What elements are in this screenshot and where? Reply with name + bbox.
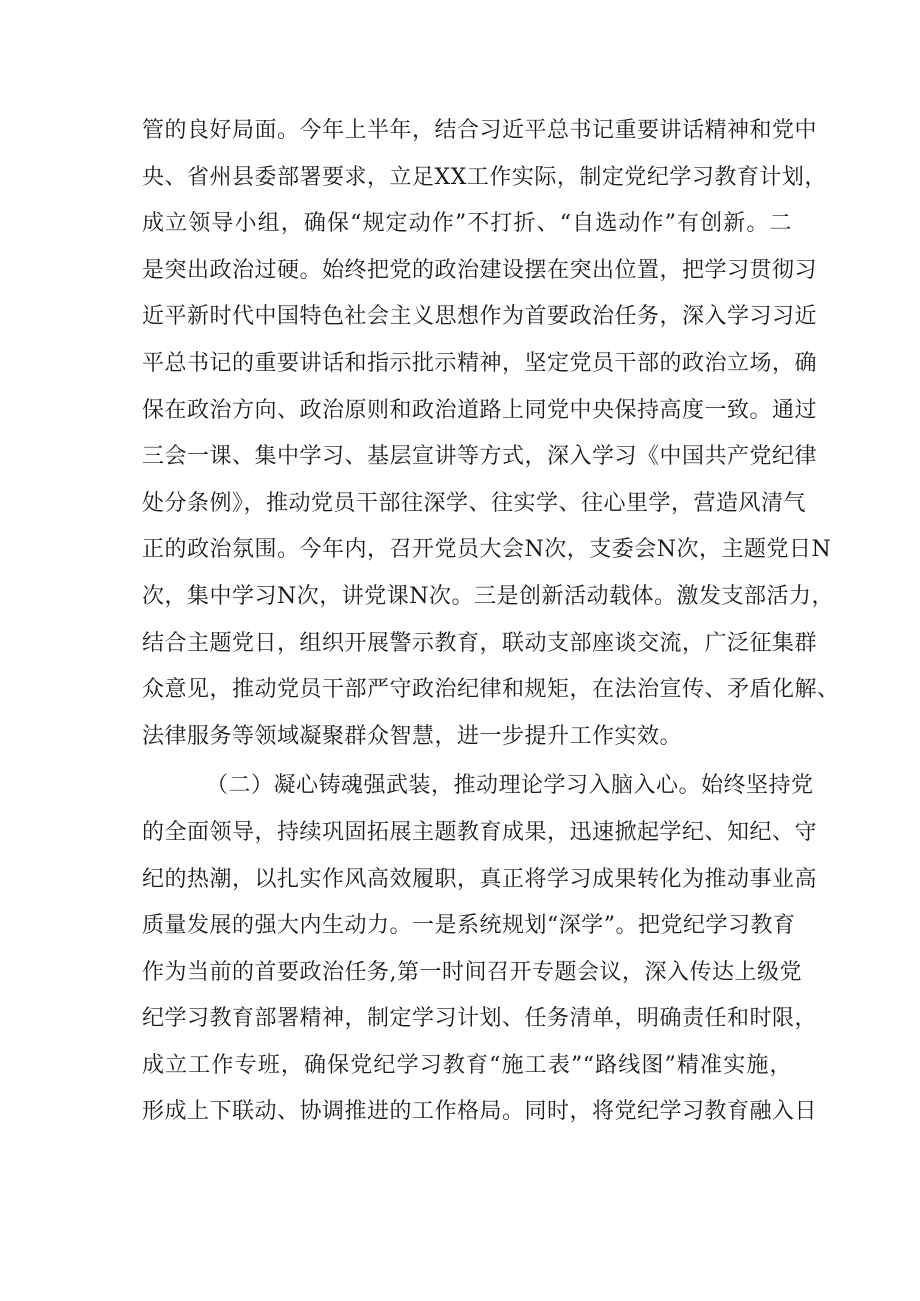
section-heading-line: （二）凝心铸魂强武装，推动理论学习入脑入心。始终坚持党 xyxy=(206,773,814,799)
text-line: 管的良好局面。今年上半年，结合习近平总书记重要讲话精神和党中 xyxy=(142,118,818,143)
text-line: 形成上下联动、协调推进的工作格局。同时，将党纪学习教育融入日 xyxy=(142,1099,818,1125)
text-line: 纪学习教育部署精神，制定学习计划、任务清单，明确责任和时限， xyxy=(142,1006,818,1032)
text-line: 平总书记的重要讲话和指示批示精神，坚定党员干部的政治立场，确 xyxy=(142,350,818,376)
text-line: 保在政治方向、政治原则和政治道路上同党中央保持高度一致。通过 xyxy=(142,397,818,423)
text-line: 众意见，推动党员干部严守政治纪律和规矩，在法治宣传、矛盾化解、 xyxy=(142,677,840,703)
text-line: 次，集中学习N次，讲党课N次。三是创新活动载体。激发支部活力， xyxy=(142,583,835,609)
text-line: 质量发展的强大内生动力。一是系统规划“深学”。把党纪学习教育 xyxy=(142,913,796,939)
text-line: 正的政治氛围。今年内，召开党员大会N次，支委会N次，主题党日N xyxy=(142,537,832,563)
text-line: 处分条例》，推动党员干部往深学、往实学、往心里学，营造风清气 xyxy=(142,490,807,516)
text-line: 近平新时代中国特色社会主义思想作为首要政治任务，深入学习习近 xyxy=(142,304,818,330)
paragraph-1 xyxy=(142,108,840,760)
text-line: 三会一课、集中学习、基层宣讲等方式，深入学习《中国共产党纪律 xyxy=(142,444,818,470)
text-line: 央、省州县委部署要求，立足XX工作实际，制定党纪学习教育计划， xyxy=(142,164,827,190)
text-line: 作为当前的首要政治任务,第一时间召开专题会议，深入传达上级党 xyxy=(142,959,802,985)
text-line: 成立领导小组，确保“规定动作”不打折、“自选动作”有创新。二 xyxy=(142,211,792,237)
paragraph-2 xyxy=(142,763,818,1136)
text-line: 是突出政治过硬。始终把党的政治建设摆在突出位置，把学习贯彻习 xyxy=(142,257,818,283)
text-line: 纪的热潮，以扎实作风高效履职，真正将学习成果转化为推动事业高 xyxy=(142,866,818,892)
body-text xyxy=(142,108,840,1136)
text-line: 成立工作专班，确保党纪学习教育“施工表”“路线图”精准实施， xyxy=(142,1052,792,1078)
text-line: 的全面领导，持续巩固拓展主题教育成果，迅速掀起学纪、知纪、守 xyxy=(142,819,818,845)
text-line: 结合主题党日，组织开展警示教育，联动支部座谈交流，广泛征集群 xyxy=(142,630,818,656)
text-line: 法律服务等领域凝聚群众智慧，进一步提升工作实效。 xyxy=(142,723,683,749)
